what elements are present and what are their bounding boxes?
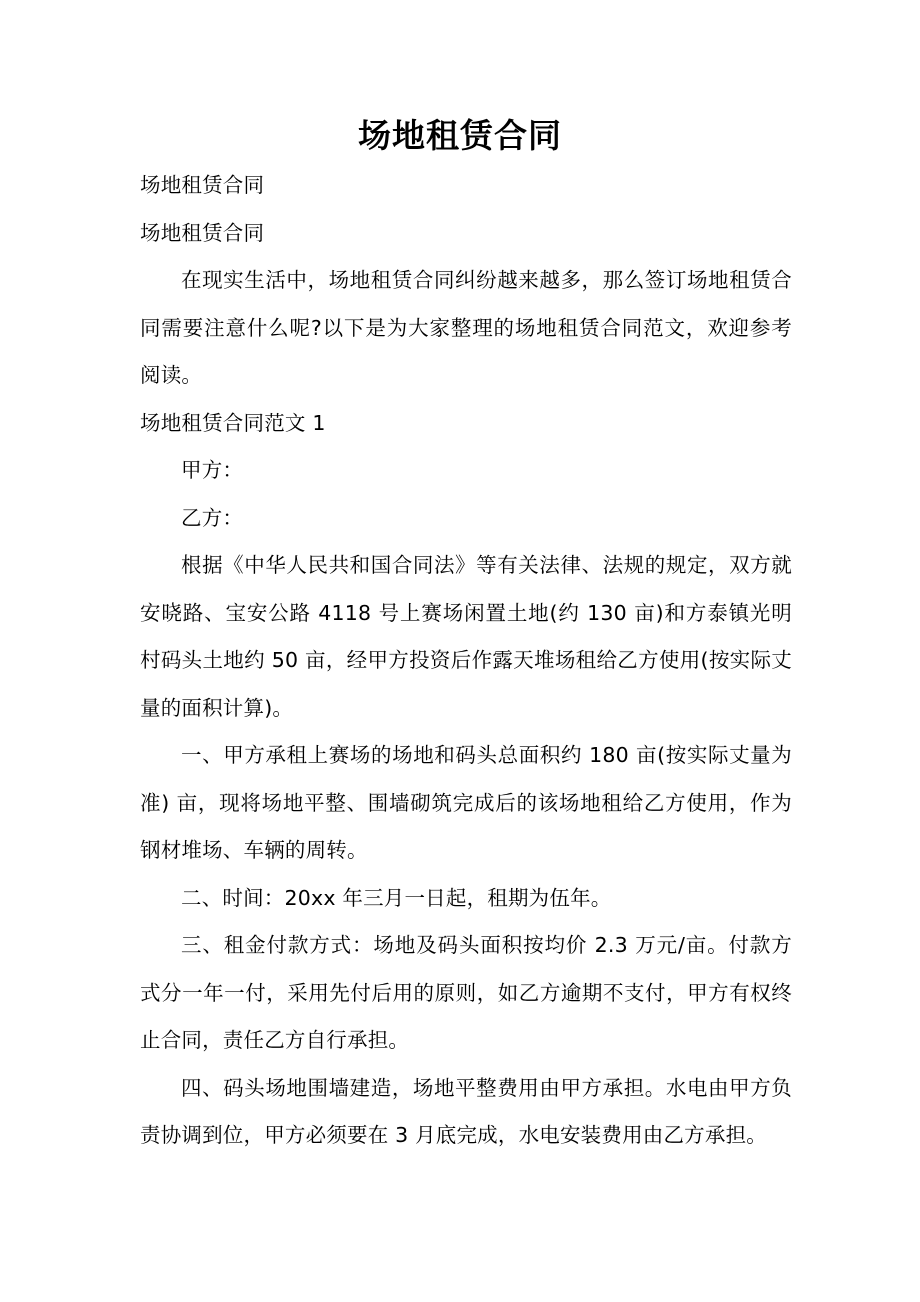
clause-4-paragraph: 四、码头场地围墙建造，场地平整费用由甲方承担。水电由甲方负责协调到位，甲方必须要在 3 月底完成，水电安装费用由乙方承担。 xyxy=(140,1075,792,1147)
subtitle-line-1: 场地租赁合同 xyxy=(140,173,265,197)
party-b-label: 乙方： xyxy=(181,505,244,530)
document-body xyxy=(140,162,792,1160)
subtitle-line-2: 场地租赁合同 xyxy=(140,220,265,245)
clause-3-paragraph: 三、租金付款方式：场地及码头面积按均价 2.3 万元/亩。付款方式分一年一付，采用先付后用的原则，如乙方逾期不支付，甲方有权终止合同，责任乙方自行承担。 xyxy=(140,933,792,1052)
preamble-paragraph: 根据《中华人民共和国合同法》等有关法律、法规的规定，双方就安晓路、宝安公路 4118 号上赛场闲置土地(约 130 亩)和方泰镇光明村码头土地约 50 亩，经甲方投资后作露天堆场租给乙方使用(按实际丈量的面积计算)。 xyxy=(140,553,792,720)
document-title: 场地租赁合同 xyxy=(358,116,562,155)
party-a-label: 甲方： xyxy=(181,458,244,482)
intro-paragraph: 在现实生活中，场地租赁合同纠纷越来越多，那么签订场地租赁合同需要注意什么呢?以下是为大家整理的场地租赁合同范文，欢迎参考阅读。 xyxy=(140,268,792,387)
section-heading-sample-1: 场地租赁合同范文 1 xyxy=(140,410,326,435)
clause-1-paragraph: 一、甲方承租上赛场的场地和码头总面积约 180 亩(按实际丈量为准) 亩，现将场地平整、围墙砌筑完成后的该场地租给乙方使用，作为钢材堆场、车辆的周转。 xyxy=(140,743,792,862)
clause-2-paragraph: 二、时间：20xx 年三月一日起，租期为伍年。 xyxy=(181,885,612,910)
